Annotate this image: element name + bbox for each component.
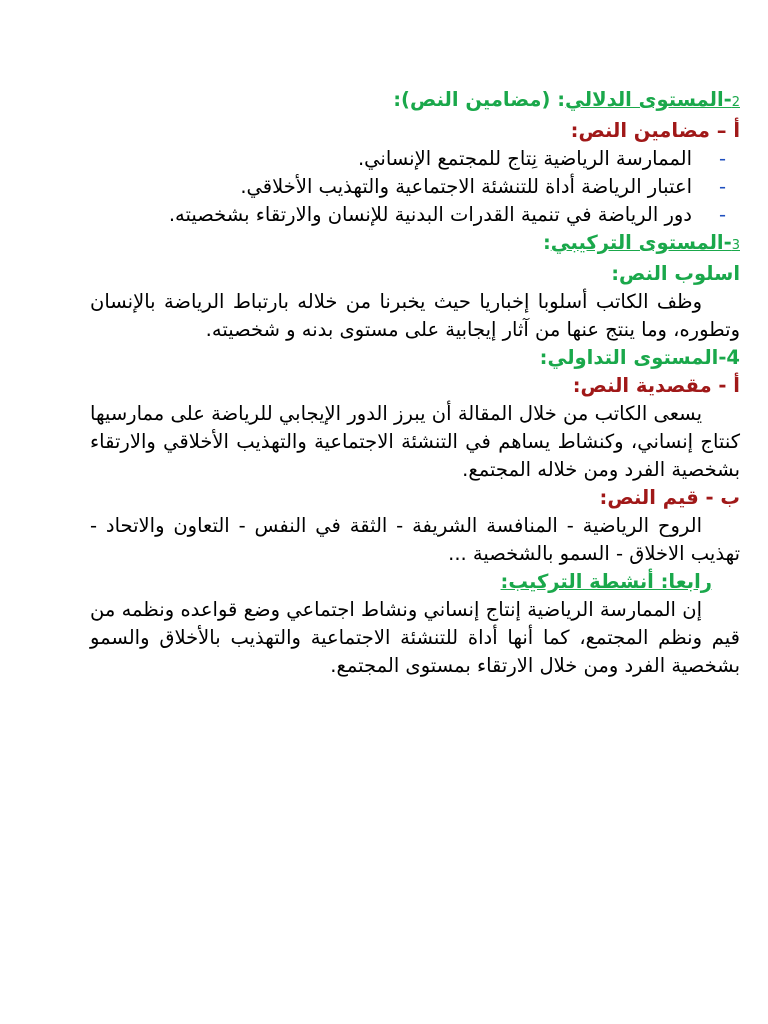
subheading-text-intent: أ - مقصدية النص: <box>572 374 740 397</box>
heading-title: -المستوى التركيبي <box>550 231 732 254</box>
heading-structural-level <box>90 229 740 260</box>
dash-bullet: - <box>718 203 726 226</box>
list-item: - دور الرياضة في تنمية القدرات البدنية للإنسان والارتقاء بشخصيته. <box>90 201 740 229</box>
heading-number: 2 <box>731 95 740 110</box>
heading-semantic-level <box>90 86 740 117</box>
heading-number: 3 <box>731 238 740 253</box>
list-item: - اعتبار الرياضة أداة للتنشئة الاجتماعية والتهذيب الأخلاقي. <box>90 173 740 201</box>
heading-title: -المستوى الدلالي <box>565 88 732 111</box>
heading-rest: : (مضامين النص): <box>393 88 566 111</box>
subheading-text-contents: أ – مضامين النص: <box>570 119 740 142</box>
contents-list <box>90 145 740 229</box>
subheading-text-values: ب - قيم النص: <box>599 486 740 509</box>
paragraph-synthesis: إن الممارسة الرياضية إنتاج إنساني ونشاط اجتماعي وضع قواعده ونظمه من قيم ونظم المجتمع، كما أنها أداة للتنشئة الاجتماعية والتهذيب بالأخلاق والسمو بشخصية الفرد ومن خلال الارتقاء بمستوى المجتمع. <box>90 598 740 677</box>
paragraph-text-values: الروح الرياضية - المنافسة الشريفة - الثقة في النفس - التعاون والاتحاد - تهذيب الاخلاق - السمو بالشخصية ... <box>90 514 740 565</box>
heading-rest: : <box>542 231 551 254</box>
list-item: - الممارسة الرياضية نِتاج للمجتمع الإنساني. <box>90 145 740 173</box>
dash-bullet: - <box>718 175 726 198</box>
paragraph-text-intent: يسعى الكاتب من خلال المقالة أن يبرز الدور الإيجابي للرياضة على ممارسيها كنتاج إنساني، وكنشاط يساهم في التنشئة الاجتماعية والتهذيب الأخلاقي والارتقاء بشخصية الفرد ومن خلاله المجتمع. <box>90 402 740 481</box>
subheading-text-style: :اسلوب النص <box>611 262 740 285</box>
heading-pragmatic-level: 4-المستوى التداولي: <box>539 346 740 369</box>
paragraph-text-style: وظف الكاتب أسلوبا إخباريا حيث يخبرنا من خلاله بارتباط الرياضة بالإنسان وتطوره، وما ينتج عنها من آثار إيجابية على مستوى بدنه و شخصيته. <box>90 290 740 341</box>
dash-bullet: - <box>718 147 726 170</box>
document-page <box>90 86 740 680</box>
heading-synthesis-activities: رابعا: أنشطة التركيب: <box>500 570 712 593</box>
